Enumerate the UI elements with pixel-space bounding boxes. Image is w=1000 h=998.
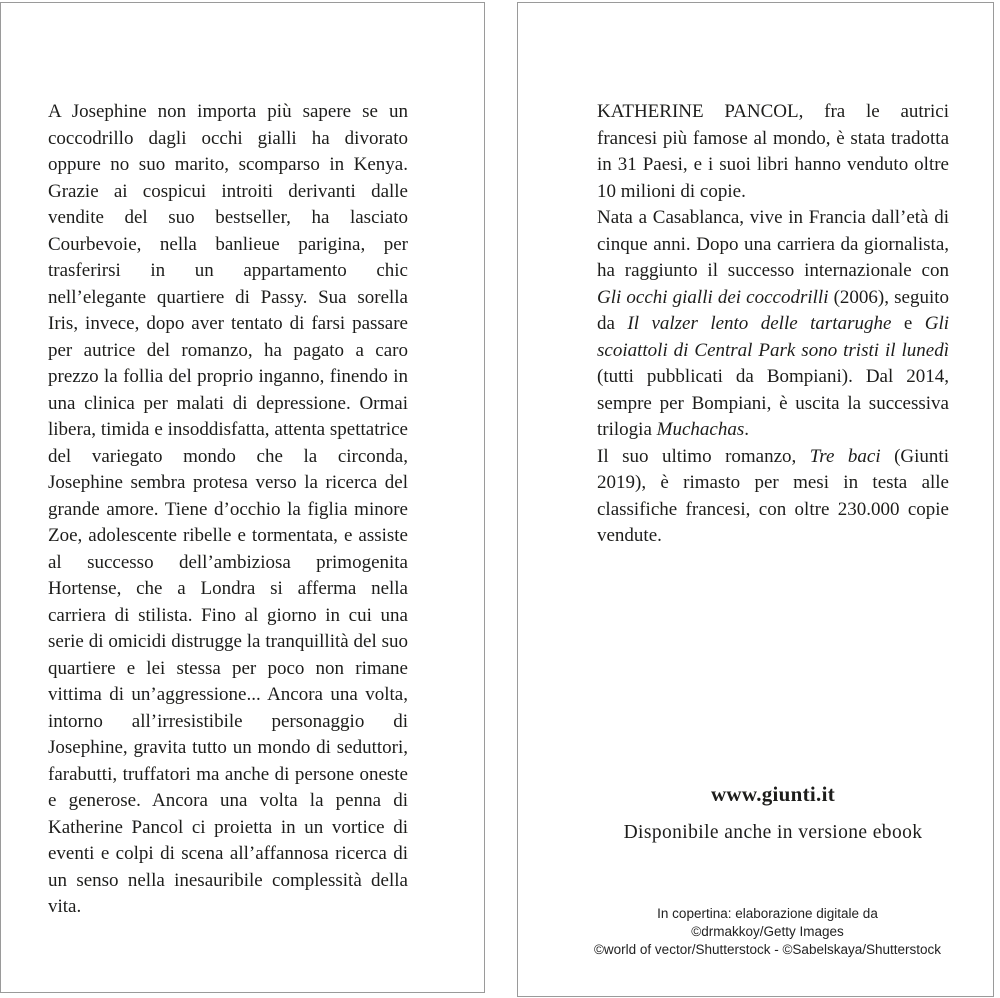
ebook-availability-note: Disponibile anche in versione ebook: [623, 822, 923, 843]
bio-paragraph-1: KATHERINE PANCOL, fra le autrici francesi più famose al mondo, è stata tradotta in 31 Paesi, e i suoi libri hanno venduto oltre 10 milioni di copie.: [597, 101, 949, 202]
publisher-website-text: www.giunti.it: [710, 782, 836, 806]
ebook-note-row: [597, 822, 949, 844]
right-flap-panel: [517, 2, 994, 997]
credit-line-shutterstock: ©world of vector/Shutterstock - ©Sabelskaya/Shutterstock: [593, 942, 942, 957]
bio-paragraph-2: Nata a Casablanca, vive in Francia dall’età di cinque anni. Dopo una carriera da giornalista, ha raggiunto il successo internazionale con Gli occhi gialli dei coccodrilli (2006), seguito da Il valzer lento delle tartarughe e Gli scoiattoli di Central Park sono tristi il lunedì (tutti pubblicati da Bompiani). Dal 2014, sempre per Bompiani, è uscita la successiva trilogia Muchachas.: [597, 207, 950, 440]
bio-paragraph-3: Il suo ultimo romanzo, Tre baci (Giunti 2019), è rimasto per mesi in testa alle classifiche francesi, con oltre 230.000 copie vendute.: [597, 445, 949, 546]
author-bio: [597, 99, 949, 550]
credit-line-getty: ©drmakkoy/Getty Images: [691, 924, 844, 939]
cover-credits: [558, 905, 977, 959]
synopsis-text: A Josephine non importa più sapere se un coccodrillo dagli occhi gialli ha divorato oppure no suo marito, scomparso in Kenya. Grazie ai cospicui introiti derivanti dalle vendite del suo bestseller, ha lasciato Courbevoie, nella banlieue parigina, per trasferirsi in un appartamento chic nell’elegante quartiere di Passy. Sua sorella Iris, invece, dopo aver tentato di farsi passare per autrice del romanzo, ha pagato a caro prezzo la follia del proprio inganno, finendo in una clinica per malati di depressione. Ormai libera, timida e insoddisfatta, attenta spettatrice del variegato mondo che la circonda, Josephine sembra protesa verso la ricerca del grande amore. Tiene d’occhio la figlia minore Zoe, adolescente ribelle e tormentata, e assiste al successo dell’ambiziosa primogenita Hortense, che a Londra si afferma nella carriera di stilista. Fino al giorno in cui una serie di omicidi distrugge la tranquillità del suo quartiere e lei stessa per poco non rimane vittima di un’aggressione... Ancora una volta, intorno all’irresistibile personaggio di Josephine, gravita tutto un mondo di seduttori, farabutti, truffatori ma anche di persone oneste e generose. Ancora una volta la penna di Katherine Pancol ci proietta in un vortice di eventi e colpi di scena all’affannosa ricerca di un senso nella inesauribile complessità della vita.: [48, 101, 408, 917]
publisher-website-row: [597, 782, 949, 807]
credit-line-source: In copertina: elaborazione digitale da: [657, 906, 878, 921]
left-flap-panel: [0, 2, 485, 993]
